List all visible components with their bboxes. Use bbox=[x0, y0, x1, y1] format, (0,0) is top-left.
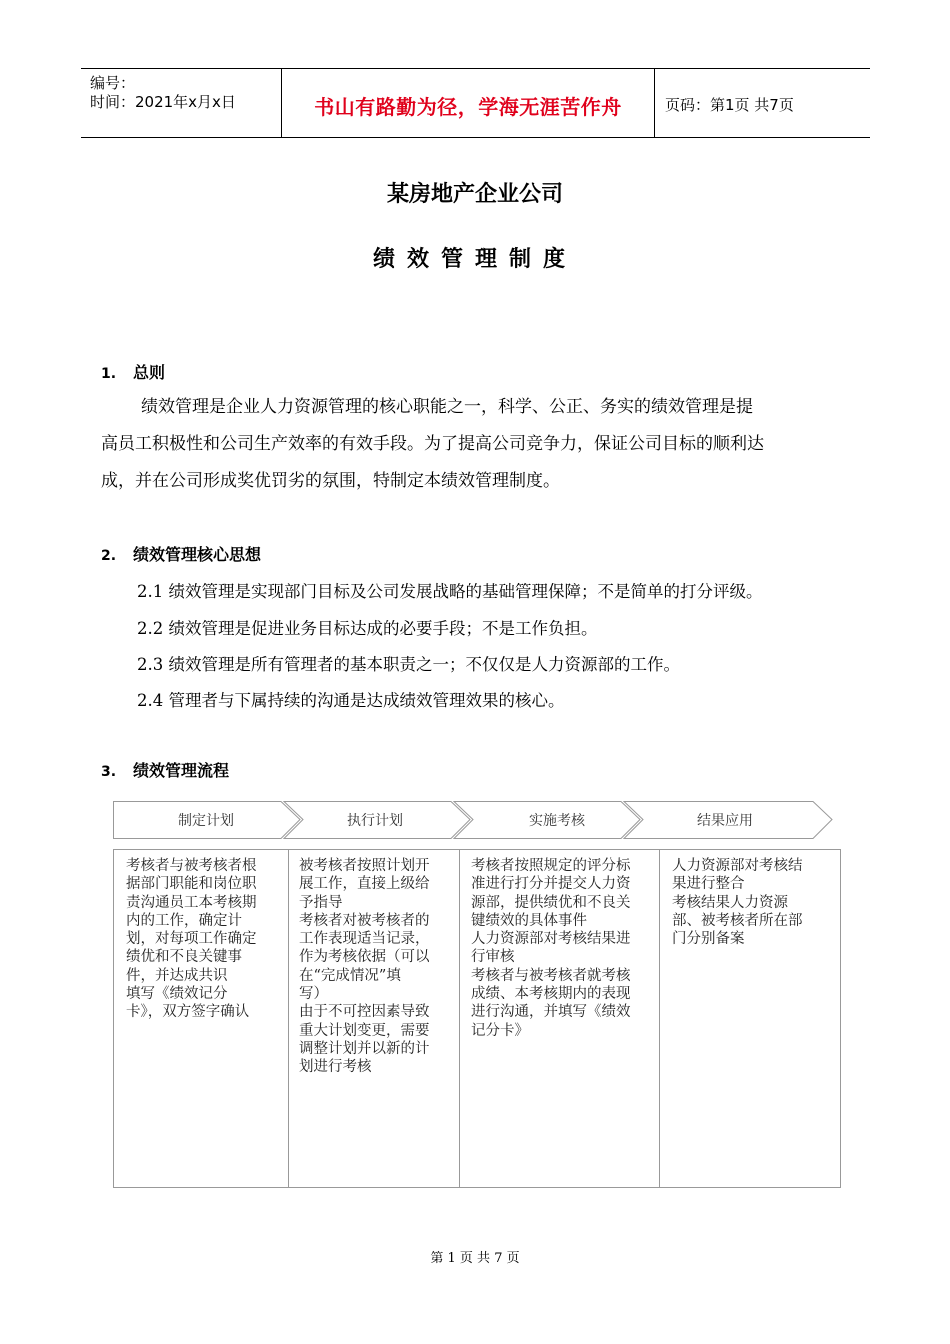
section-heading bbox=[101, 542, 261, 565]
header-page-cell bbox=[655, 69, 870, 137]
detail-line: 写） bbox=[299, 986, 328, 1003]
detail-line: 记分卡》 bbox=[471, 1022, 529, 1039]
detail-line: 考核者按照规定的评分标 bbox=[471, 858, 631, 874]
detail-text bbox=[299, 857, 449, 1077]
section-title: 绩效管理流程 bbox=[133, 761, 230, 780]
list-item: 2.1 绩效管理是实现部门目标及公司发展战略的基础管理保障；不是简单的打分评级。 bbox=[137, 582, 763, 601]
detail-line: 工作表现适当记录， bbox=[299, 931, 430, 948]
process-step: 实施考核 bbox=[529, 813, 585, 829]
detail-column bbox=[460, 850, 660, 1187]
paragraph-line: 高员工积极性和公司生产效率的有效手段。为了提高公司竞争力，保证公司目标的顺利达 bbox=[101, 434, 764, 454]
motto: 书山有路勤为径，学海无涯苦作舟 bbox=[314, 95, 622, 119]
list-item: 2.2 绩效管理是促进业务目标达成的必要手段；不是工作负担。 bbox=[137, 619, 598, 638]
detail-line: 果进行整合 bbox=[672, 876, 745, 893]
detail-line: 重大计划变更，需要 bbox=[299, 1022, 430, 1039]
detail-line: 准进行打分并提交人力资 bbox=[471, 876, 631, 893]
section-heading bbox=[101, 360, 165, 383]
process-step: 制定计划 bbox=[178, 813, 234, 829]
detail-line: 展工作，直接上级给 bbox=[299, 876, 430, 893]
page-footer: 第 1 页 共 7 页 bbox=[430, 1251, 520, 1266]
header-table bbox=[81, 68, 870, 138]
list-item: 2.4 管理者与下属持续的沟通是达成绩效管理效果的核心。 bbox=[137, 691, 565, 710]
section-number: 1. bbox=[101, 366, 117, 382]
section-title: 总则 bbox=[133, 363, 166, 382]
detail-line: 内的工作，确定计 bbox=[126, 912, 242, 929]
detail-line: 考核者与被考核者就考核 bbox=[471, 967, 631, 984]
process-flow bbox=[113, 801, 833, 839]
detail-text bbox=[672, 857, 832, 948]
detail-line: 部、被考核者所在部 bbox=[672, 912, 803, 929]
detail-line: 卡》，双方签字确认 bbox=[126, 1004, 250, 1021]
detail-line: 人力资源部对考核结 bbox=[672, 858, 803, 874]
process-step: 结果应用 bbox=[697, 813, 753, 829]
detail-line: 责沟通员工本考核期 bbox=[126, 894, 257, 911]
list-item: 2.3 绩效管理是所有管理者的基本职责之一；不仅仅是人力资源部的工作。 bbox=[137, 655, 680, 674]
detail-line: 填写《绩效记分 bbox=[126, 986, 228, 1003]
paragraph-line: 成，并在公司形成奖优罚劣的氛围，特制定本绩效管理制度。 bbox=[101, 471, 560, 491]
detail-column bbox=[660, 850, 840, 1187]
detail-line: 件，并达成共识 bbox=[126, 967, 228, 984]
detail-column bbox=[114, 850, 289, 1187]
number-label: 编号： bbox=[90, 74, 136, 92]
detail-line: 人力资源部对考核结果进 bbox=[471, 931, 631, 948]
detail-line: 由于不可控因素导致 bbox=[299, 1004, 430, 1021]
detail-line: 划，对每项工作确定 bbox=[126, 931, 257, 948]
detail-line: 成绩、本考核期内的表现 bbox=[471, 986, 631, 1003]
paragraph-line: 绩效管理是企业人力资源管理的核心职能之一，科学、公正、务实的绩效管理是提 bbox=[141, 397, 753, 417]
detail-text bbox=[471, 857, 649, 1040]
detail-line: 被考核者按照计划开 bbox=[299, 858, 430, 874]
company-name: 某房地产企业公司 bbox=[386, 182, 563, 207]
page-info: 页码：第1页 共7页 bbox=[665, 96, 794, 114]
detail-line: 调整计划并以新的计 bbox=[299, 1040, 430, 1057]
detail-line: 进行沟通，并填写《绩效 bbox=[471, 1004, 631, 1021]
section-number: 3. bbox=[101, 764, 117, 780]
detail-line: 考核结果人力资源 bbox=[672, 894, 788, 911]
header-meta-cell bbox=[81, 69, 282, 137]
section-heading bbox=[101, 758, 229, 781]
detail-line: 绩优和不良关键事 bbox=[126, 949, 242, 966]
detail-line: 在“完成情况”填 bbox=[299, 967, 401, 984]
detail-column bbox=[289, 850, 460, 1187]
header-motto-cell bbox=[282, 69, 655, 137]
date-line: 时间：2021年x月x日 bbox=[90, 93, 236, 111]
detail-line: 门分别备案 bbox=[672, 931, 745, 948]
document-title: 绩效管理制度 bbox=[372, 246, 577, 272]
section-title: 绩效管理核心思想 bbox=[133, 545, 262, 564]
detail-line: 作为考核依据（可以 bbox=[299, 949, 430, 966]
detail-line: 据部门职能和岗位职 bbox=[126, 876, 257, 893]
detail-line: 键绩效的具体事件 bbox=[471, 912, 587, 929]
detail-line: 考核者与被考核者根 bbox=[126, 858, 257, 874]
section-paragraph bbox=[101, 389, 861, 500]
detail-line: 考核者对被考核者的 bbox=[299, 912, 430, 929]
section-number: 2. bbox=[101, 548, 117, 564]
detail-text bbox=[126, 857, 276, 1022]
process-detail-table bbox=[113, 849, 841, 1188]
detail-line: 予指导 bbox=[299, 894, 343, 911]
detail-line: 源部，提供绩优和不良关 bbox=[471, 894, 631, 911]
process-step: 执行计划 bbox=[347, 813, 403, 829]
detail-line: 划进行考核 bbox=[299, 1059, 372, 1076]
detail-line: 行审核 bbox=[471, 949, 515, 966]
